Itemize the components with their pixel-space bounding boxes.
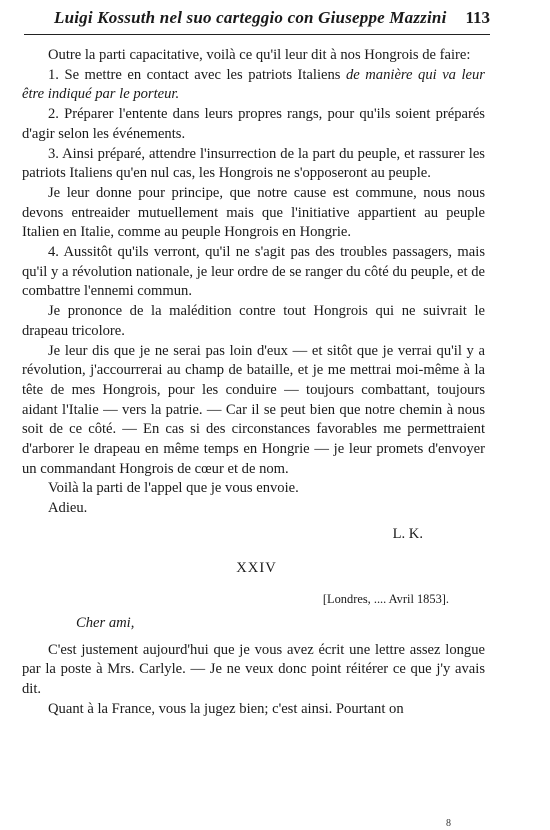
paragraph: Outre la parti capacitative, voilà ce qu'il leur dit à nos Hongrois de faire: — [48, 47, 471, 63]
paragraph: Je leur donne pour principe, que notre cause est commune, nous nous devons entreaider mutuellement mais que l'initiative appartient au peuple Italien en Italie, comme au peuple Hongrois en Hongrie. — [22, 184, 485, 241]
paragraph-text: 1. Se mettre en contact avec les patriots Italiens — [48, 66, 346, 83]
paragraph: Je prononce de la malédition contre tout Hongrois qui ne suivrait le drapeau tricolore. — [22, 303, 485, 339]
salutation: Cher ami, — [76, 614, 135, 631]
paragraph: 2. Préparer l'entente dans leurs propres rangs, pour qu'ils soient préparés d'agir selon les événements. — [22, 106, 485, 142]
paragraph — [22, 66, 485, 105]
paragraph: Quant à la France, vous la jugez bien; c'est ainsi. Pourtant on — [48, 700, 404, 717]
page-number: 113 — [465, 8, 490, 27]
paragraph: Je leur dis que je ne serai pas loin d'eux — et sitôt que je verrai qu'il y a révolution, j'accourrerai au champ de bataille, et je me mettrai moi-même à la tête de mes Hongrois, pour les conduire — toujours combattant, toujours aidant l'Italie — vers la patrie. — Car il se peut bien que notre chemin à nous soit de ce côté. — En cas si des circonstances favorables me permettraient d'arborer le drapeau en même temps en Hongrie — je leur promets d'envoyer un commandant Hongrois de cœur et de nom. — [22, 342, 485, 477]
dateline: [Londres, .... Avril 1853]. — [322, 592, 449, 607]
paragraph: 3. Ainsi préparé, attendre l'insurrection de la part du peuple, et rassurer les patriots Italiens qu'en nul cas, les Hongrois ne s'opposeront au peuple. — [22, 145, 485, 182]
signature: L. K. — [392, 525, 423, 542]
running-title: Luigi Kossuth nel suo carteggio con Giuseppe Mazzini — [54, 8, 447, 27]
paragraph: 4. Aussitôt qu'ils verront, qu'il ne s'agit pas des troubles passagers, mais qu'il y a révolution nationale, je leur ordre de se ranger du côté du peuple, et de combattre l'ennemi commun. — [22, 244, 485, 300]
paragraph: Adieu. — [48, 500, 88, 517]
running-header — [24, 8, 490, 35]
page-body — [22, 46, 485, 720]
paragraph: C'est justement aujourd'hui que je vous avez écrit une lettre assez longue par la poste à Mrs. Carlyle. — Je ne veux donc point réitérer ce que j'y avais dit. — [22, 641, 485, 698]
printer-signature-mark: 8 — [446, 818, 451, 829]
paragraph: Voilà la parti de l'appel que je vous envoie. — [48, 480, 299, 497]
letter-number-heading: XXIV — [236, 559, 277, 576]
italic-text: de manière qui va leur être indiqué par le porteur. — [22, 66, 485, 103]
